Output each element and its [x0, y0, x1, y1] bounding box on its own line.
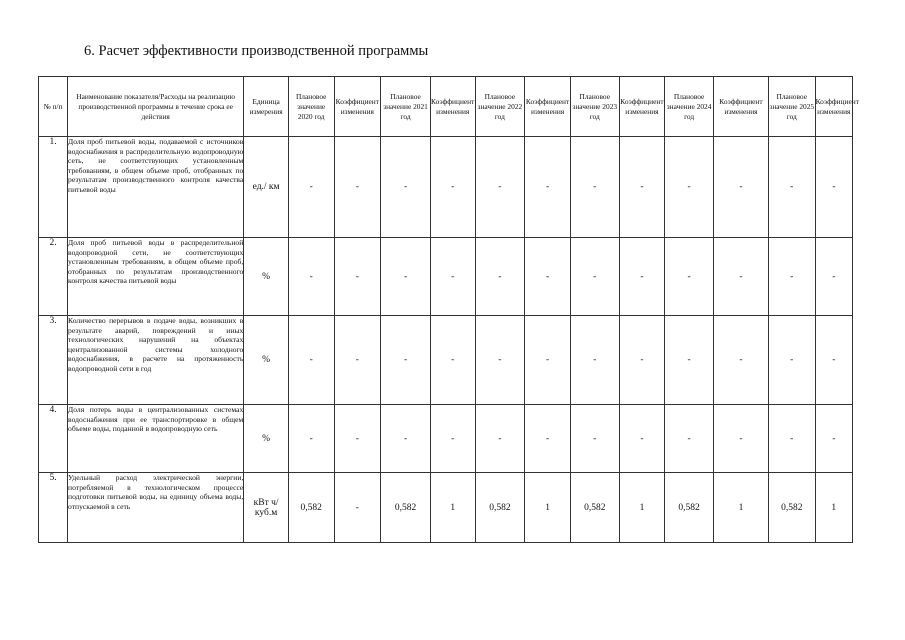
value-cell: -	[665, 316, 714, 405]
value-cell: 0,582	[665, 473, 714, 543]
value-cell: -	[334, 473, 381, 543]
row-number: 4.	[39, 405, 68, 473]
value-cell: -	[430, 137, 475, 238]
value-cell: -	[430, 238, 475, 316]
value-cell: -	[619, 405, 665, 473]
value-cell: 1	[815, 473, 852, 543]
header-cell: Плановое значение 2025 год	[768, 77, 815, 137]
value-cell: -	[525, 316, 571, 405]
unit-cell: кВт ч/куб.м	[244, 473, 289, 543]
table-row	[39, 238, 853, 316]
value-cell: -	[815, 316, 852, 405]
value-cell: -	[525, 137, 571, 238]
value-cell: -	[768, 238, 815, 316]
value-cell: -	[288, 405, 334, 473]
value-cell: -	[334, 316, 381, 405]
value-cell: -	[768, 316, 815, 405]
unit-cell: %	[244, 405, 289, 473]
value-cell: -	[815, 137, 852, 238]
value-cell: -	[815, 238, 852, 316]
value-cell: -	[665, 405, 714, 473]
indicator-name: Доля проб питьевой воды в распределительной водопроводной сети, не соответствующих установленным требованиям, в общем объеме проб, отобранных по результатам производственного контроля качества питьевой воды	[68, 238, 244, 316]
value-cell: -	[334, 405, 381, 473]
value-cell: 0,582	[288, 473, 334, 543]
row-number: 5.	[39, 473, 68, 543]
header-cell: Плановое значение 2020 год	[288, 77, 334, 137]
value-cell: -	[475, 137, 525, 238]
value-cell: -	[570, 137, 619, 238]
value-cell: -	[713, 238, 768, 316]
value-cell: 1	[430, 473, 475, 543]
value-cell: -	[570, 316, 619, 405]
value-cell: 0,582	[768, 473, 815, 543]
header-cell: Коэффициент изменения	[815, 77, 852, 137]
value-cell: 0,582	[475, 473, 525, 543]
value-cell: 0,582	[381, 473, 431, 543]
table-row	[39, 405, 853, 473]
value-cell: 0,582	[570, 473, 619, 543]
value-cell: -	[768, 405, 815, 473]
indicator-name: Доля проб питьевой воды, подаваемой с источников водоснабжения в распределительную водопроводную сеть, не соответствующих установленным требованиям, в общем объеме проб, отобранных по результатам производственного контроля качества питьевой воды	[68, 137, 244, 238]
value-cell: -	[475, 405, 525, 473]
header-cell: Наименование показателя/Расходы на реализацию производственной программы в течение срока ее действия	[68, 77, 244, 137]
indicator-name: Доля потерь воды в централизованных системах водоснабжения при ее транспортировке в общем объеме воды, поданной в водопроводную сеть	[68, 405, 244, 473]
row-number: 2.	[39, 238, 68, 316]
value-cell: -	[381, 238, 431, 316]
unit-cell: %	[244, 316, 289, 405]
value-cell: 1	[619, 473, 665, 543]
efficiency-table	[38, 76, 859, 543]
value-cell: 1	[525, 473, 571, 543]
header-cell: Коэффициент изменения	[713, 77, 768, 137]
table-row	[39, 473, 853, 543]
indicator-name: Удельный расход электрической энергии, потребляемой в технологическом процессе подготовки питьевой воды, на единицу объема воды, отпускаемой в сеть	[68, 473, 244, 543]
value-cell: -	[619, 137, 665, 238]
value-cell: -	[288, 238, 334, 316]
indicator-name: Количество перерывов в подаче воды, возникших в результате аварий, повреждений и иных технологических нарушений на объектах централизованной системы холодного водоснабжения, в расчете на протяженность водопроводной сети в год	[68, 316, 244, 405]
value-cell: -	[713, 405, 768, 473]
header-cell: Плановое значение 2023 год	[570, 77, 619, 137]
value-cell: -	[334, 238, 381, 316]
value-cell: -	[665, 238, 714, 316]
value-cell: -	[525, 405, 571, 473]
value-cell: -	[768, 137, 815, 238]
value-cell: -	[430, 316, 475, 405]
value-cell: -	[430, 405, 475, 473]
value-cell: -	[815, 405, 852, 473]
header-cell: Плановое значение 2022 год	[475, 77, 525, 137]
value-cell: -	[381, 137, 431, 238]
header-cell: Плановое значение 2024 год	[665, 77, 714, 137]
value-cell: -	[619, 238, 665, 316]
section-title: 6. Расчет эффективности производственной программы	[84, 43, 429, 59]
row-number: 3.	[39, 316, 68, 405]
header-cell: Единица измерения	[244, 77, 289, 137]
value-cell: -	[619, 316, 665, 405]
value-cell: -	[665, 137, 714, 238]
value-cell: -	[713, 316, 768, 405]
header-cell: Коэффициент изменения	[430, 77, 475, 137]
value-cell: -	[475, 316, 525, 405]
row-number: 1.	[39, 137, 68, 238]
header-cell: Коэффициент изменения	[525, 77, 571, 137]
value-cell: 1	[713, 473, 768, 543]
unit-cell: %	[244, 238, 289, 316]
header-cell: Коэффициент изменения	[334, 77, 381, 137]
header-cell: Плановое значение 2021 год	[381, 77, 431, 137]
header-cell: Коэффициент изменения	[619, 77, 665, 137]
table-row	[39, 316, 853, 405]
value-cell: -	[288, 316, 334, 405]
value-cell: -	[570, 238, 619, 316]
header-cell: № п/п	[39, 77, 68, 137]
value-cell: -	[288, 137, 334, 238]
value-cell: -	[381, 316, 431, 405]
value-cell: -	[381, 405, 431, 473]
table-row	[39, 137, 853, 238]
unit-cell: ед./ км	[244, 137, 289, 238]
value-cell: -	[475, 238, 525, 316]
header-row	[39, 77, 853, 137]
value-cell: -	[525, 238, 571, 316]
value-cell: -	[570, 405, 619, 473]
value-cell: -	[334, 137, 381, 238]
value-cell: -	[713, 137, 768, 238]
